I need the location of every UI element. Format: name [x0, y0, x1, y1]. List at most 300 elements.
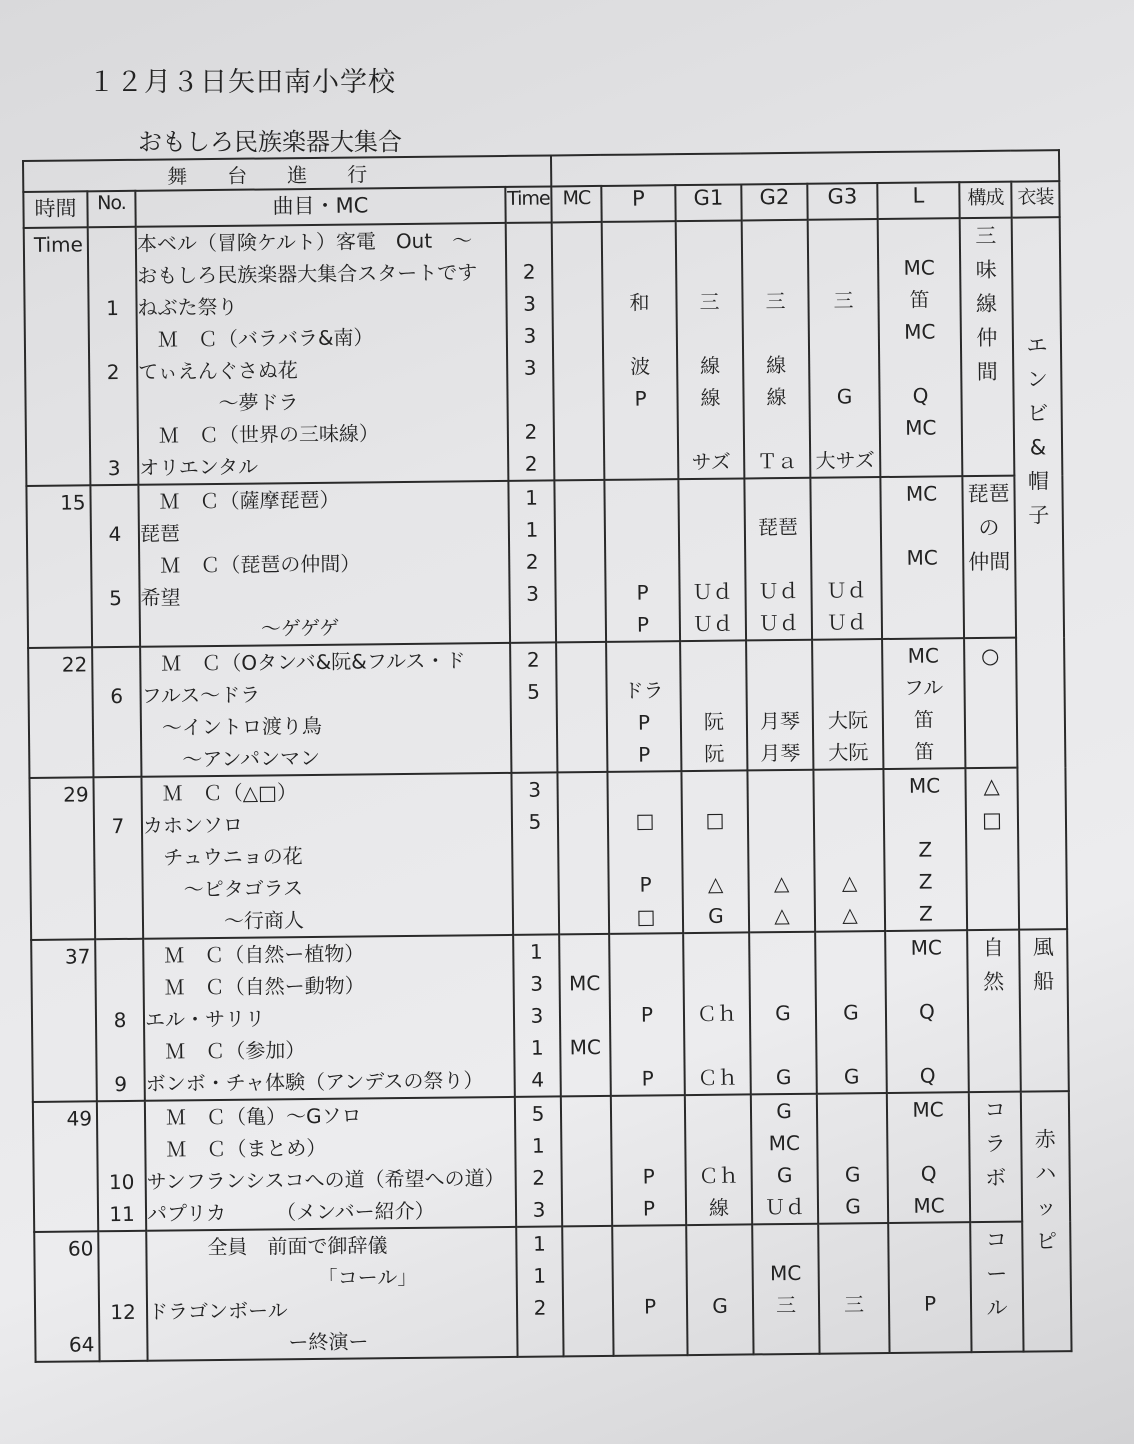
g3-line: 三 [833, 288, 854, 313]
l-cell [880, 476, 964, 639]
comp-char: 味 [975, 257, 997, 283]
g1-line [680, 543, 744, 576]
song-line: フルス～ドラ [141, 682, 261, 708]
p-cell [604, 479, 680, 642]
schedule-section [29, 767, 1067, 940]
mc-line [560, 935, 608, 968]
time-line [30, 744, 92, 777]
no-line [100, 1264, 146, 1296]
costume-char: エ [1026, 333, 1048, 358]
no-line [98, 1102, 144, 1134]
costume-char: ピ [1035, 1229, 1058, 1254]
p-cell [612, 1225, 687, 1356]
no-line [96, 906, 142, 938]
g3-line [816, 932, 884, 965]
g3-line: △ [842, 902, 858, 927]
mc-line [559, 805, 607, 838]
no-line: 7 [111, 813, 125, 839]
l-line: Q [920, 1161, 937, 1186]
p-line: P [642, 1164, 655, 1189]
g2-line [747, 673, 811, 706]
no-cell [88, 227, 139, 485]
g3-cell [813, 769, 885, 932]
g2-cell [742, 220, 811, 479]
col-song: 曲目・MC [135, 187, 505, 227]
mc-line [556, 577, 604, 610]
no-line [90, 388, 136, 420]
song-line: ～行商人 [143, 908, 305, 934]
g2-cell [751, 1094, 818, 1225]
g1-line [681, 641, 745, 674]
min-line: 3 [523, 323, 537, 348]
p-line [612, 1128, 684, 1161]
col-comp: 構成 [959, 182, 1011, 219]
g1-line: 線 [700, 385, 721, 410]
l-line: P [923, 1291, 937, 1316]
p-line [605, 446, 677, 479]
song-line: Ｍ Ｃ（琵琶の仲間） [140, 551, 361, 578]
g3-line: 大阮 [828, 740, 869, 765]
p-line [603, 222, 675, 255]
costume-char: 赤 [1034, 1127, 1056, 1152]
l-line: Z [918, 901, 933, 926]
mc-line [560, 901, 608, 934]
min-line: 1 [532, 1231, 546, 1256]
g1-line [679, 479, 743, 512]
g1-cell [685, 1094, 752, 1225]
song-line: Ｍ Ｃ（世界の三味線） [138, 421, 380, 448]
song-line: Ｍ Ｃ（自然ー植物） [144, 941, 365, 968]
costume-char: 帽 [1027, 469, 1050, 494]
no-line: 8 [113, 1007, 127, 1033]
g3-line [816, 964, 884, 997]
song-line: ～アンパンマン [142, 745, 321, 772]
p-line: 和 [629, 290, 650, 315]
l-cell [888, 1222, 971, 1353]
l-line: MC [912, 1097, 944, 1122]
g1-line [686, 1127, 750, 1160]
comp-cell [969, 1092, 1022, 1223]
l-line [881, 443, 961, 476]
g2-line: △ [773, 871, 790, 896]
p-line [613, 1226, 685, 1259]
g1-line: G [712, 1293, 728, 1318]
l-line: 笛 [913, 707, 935, 732]
time-cell [33, 1101, 98, 1232]
min-line: 2 [525, 549, 539, 574]
g3-cell [818, 1223, 889, 1354]
no-line [97, 1036, 143, 1068]
song-line: Ｍ Ｃ（参加） [145, 1038, 306, 1064]
comp-char: ボ [985, 1165, 1007, 1190]
p-line: P [634, 386, 647, 411]
no-line [99, 1232, 145, 1264]
song-line: ー終演ー [148, 1329, 369, 1356]
no-line [100, 1328, 146, 1360]
no-cell [98, 1231, 147, 1361]
min-line [512, 739, 556, 771]
mc-line [554, 351, 602, 384]
g3-line [813, 672, 881, 705]
p-line [607, 642, 679, 675]
song-line: 本ベル（冒険ケルト）客電 Out ～ [136, 228, 473, 256]
g2-line: MC [769, 1260, 802, 1286]
time-line [31, 810, 93, 843]
g1-line: 阮 [704, 741, 725, 766]
p-cell [609, 933, 685, 1096]
g1-cell [676, 220, 745, 479]
mc-cell [552, 222, 605, 481]
p-cell [606, 641, 681, 772]
costume-cell [1021, 1091, 1072, 1351]
comp-cell [964, 638, 1017, 769]
costume-cell [1019, 929, 1069, 1091]
mc-line [561, 999, 609, 1032]
no-line [94, 712, 140, 744]
comp-cell [965, 768, 1019, 931]
mc-line [558, 739, 606, 772]
time-cell [28, 647, 93, 778]
schedule-table [22, 149, 1073, 1363]
song-line: チュウニョの花 [143, 844, 303, 870]
costume-char: & [1029, 435, 1047, 460]
g3-line [810, 316, 878, 349]
g1-line: 線 [708, 1195, 730, 1220]
time-cell [26, 485, 92, 648]
p-line [606, 544, 678, 577]
time-line: Time [33, 232, 84, 257]
g2-line: Ｕｄ [758, 578, 799, 604]
p-line [603, 254, 675, 287]
song-line: 「コール」 [147, 1264, 418, 1292]
l-line [890, 1255, 970, 1288]
p-line: □ [635, 808, 655, 833]
g3-line [809, 252, 877, 285]
time-line [25, 292, 87, 325]
comp-char: ○ [980, 643, 1000, 668]
g2-line [746, 543, 810, 576]
l-line [883, 605, 963, 638]
time-line [33, 972, 95, 1005]
time-line: 60 [67, 1236, 94, 1261]
song-line: 希望 [140, 585, 181, 610]
g3-line [818, 1094, 886, 1127]
l-line [882, 509, 962, 542]
mc-line [563, 1193, 611, 1226]
g3-line [809, 220, 877, 253]
col-l: L [877, 182, 959, 219]
l-line: Z [918, 837, 933, 862]
no-line [91, 420, 137, 452]
min-line: 3 [523, 355, 537, 380]
g1-line [678, 317, 742, 350]
time-line [31, 874, 93, 907]
no-line [89, 228, 135, 260]
g1-line: Ｃｈ [696, 1001, 738, 1026]
g3-line: G [843, 1000, 859, 1025]
g1-line [677, 221, 741, 254]
g3-line [814, 770, 882, 803]
song-line: ねぶた祭り [137, 294, 238, 320]
time-line [36, 1296, 98, 1329]
mc-cell [554, 480, 606, 643]
no-line [97, 972, 143, 1004]
no-line [95, 842, 141, 874]
min-line: 5 [531, 1101, 545, 1126]
l-line: MC [910, 935, 943, 960]
time-line [28, 582, 90, 615]
min-line: 2 [532, 1165, 546, 1190]
g2-line: △ [774, 903, 790, 928]
mc-line [559, 837, 607, 870]
g3-line: △ [841, 870, 858, 895]
g3-line [820, 1320, 888, 1353]
col-g3: G3 [807, 183, 877, 220]
l-line [888, 1125, 968, 1158]
no-line [92, 550, 138, 582]
p-line [609, 836, 681, 869]
time-line [28, 550, 90, 583]
g2-line [748, 771, 812, 804]
stage-heading: 舞台進行 [23, 155, 551, 192]
min-line: 2 [526, 647, 540, 672]
min-line: 2 [524, 451, 538, 476]
program-title: おもしろ民族楽器大集合 [138, 128, 402, 156]
g1-line [677, 253, 741, 286]
no-line [98, 1134, 144, 1166]
mc-line [555, 447, 603, 480]
g3-line: 三 [843, 1292, 865, 1317]
mc-line [555, 481, 603, 514]
g1-line [684, 933, 748, 966]
comp-char: △ [983, 773, 1000, 798]
l-line: MC [903, 255, 935, 280]
mc-line [557, 609, 605, 642]
costume-cell [1012, 217, 1067, 929]
p-line [610, 966, 682, 999]
min-line: 1 [529, 939, 543, 964]
comp-char: ラ [984, 1131, 1006, 1156]
comp-char: コ [984, 1097, 1006, 1122]
comp-char: 然 [983, 969, 1005, 994]
l-line [882, 573, 962, 606]
col-mc: MC [551, 186, 601, 223]
col-no: No. [87, 191, 135, 228]
schedule-section [33, 1091, 1070, 1232]
g3-line [812, 542, 880, 575]
schedule-section [31, 929, 1069, 1102]
song-line: ボンボ・チャ体験（アンデスの祭り） [145, 1068, 484, 1096]
min-line: 1 [533, 1263, 547, 1288]
costume-char: ハ [1035, 1161, 1057, 1186]
time-line [31, 842, 93, 875]
g3-line [818, 1126, 886, 1159]
g1-cell [686, 1224, 753, 1355]
l-line [879, 219, 959, 252]
mc-line [559, 869, 607, 902]
g2-line [747, 641, 811, 674]
p-line [608, 772, 680, 805]
comp-char: の [978, 515, 1000, 541]
min-line: 3 [532, 1197, 546, 1222]
no-line: 5 [109, 585, 123, 611]
g3-line [811, 478, 879, 511]
no-line [91, 486, 137, 518]
l-line: MC [905, 415, 937, 440]
min-line: 3 [526, 581, 540, 606]
g2-line: Ｕｄ [764, 1194, 806, 1220]
g1-line [679, 413, 743, 446]
song-line: カホンソロ [142, 812, 244, 838]
mc-line [553, 223, 601, 256]
g3-line [815, 834, 883, 867]
g1-cell [680, 640, 747, 771]
g1-line: □ [705, 807, 725, 832]
comp-char: 琵琶 [967, 481, 1010, 507]
g1-line [685, 1029, 749, 1062]
schedule-section [28, 637, 1065, 778]
g3-line [810, 348, 878, 381]
p-line: P [639, 872, 652, 897]
song-line: Ｍ Ｃ（自然ー動物） [144, 973, 365, 1000]
min-line [512, 707, 556, 739]
costume-char: ン [1026, 367, 1048, 392]
costume-char: ビ [1027, 401, 1049, 426]
comp-char: ー [986, 1261, 1008, 1286]
g1-line [688, 1321, 752, 1354]
g2-cell [744, 478, 812, 641]
g2-line [745, 413, 809, 446]
mc-line [557, 675, 605, 708]
p-line [605, 414, 677, 447]
mc-line [553, 287, 601, 320]
no-line: 12 [110, 1299, 136, 1325]
time-line [27, 452, 89, 485]
no-line [93, 614, 139, 646]
g2-cell [749, 932, 817, 1095]
l-line [886, 963, 966, 996]
g1-cell [678, 478, 746, 641]
g3-cell [810, 477, 882, 640]
g1-line [682, 771, 746, 804]
song-cell [138, 481, 510, 647]
min-cell [506, 222, 555, 480]
g3-line: G [845, 1194, 861, 1219]
schedule-section [34, 1221, 1071, 1362]
g3-line [813, 640, 881, 673]
g3-line [820, 1256, 888, 1289]
l-cell [883, 768, 967, 931]
song-cell [141, 773, 513, 939]
song-cell [146, 1227, 517, 1361]
comp-cell [962, 476, 1016, 639]
song-cell [140, 643, 511, 777]
g3-line [819, 1224, 887, 1257]
time-line: 64 [68, 1332, 95, 1357]
min-line [518, 1323, 562, 1355]
g1-line [687, 1225, 751, 1258]
min-cell [511, 772, 559, 934]
song-line: エル・サリリ [144, 1006, 266, 1032]
g1-cell [681, 770, 749, 933]
g2-line: MC [768, 1130, 801, 1156]
g2-line: 月琴 [760, 740, 801, 766]
l-line: 笛 [909, 287, 930, 312]
g1-line: サズ [691, 449, 731, 475]
g1-line [688, 1257, 752, 1290]
g2-line [745, 479, 809, 512]
song-line: ～イントロ渡り鳥 [141, 713, 323, 740]
song-line: Ｍ Ｃ（薩摩琵琶） [139, 487, 340, 514]
g1-line [683, 835, 747, 868]
min-line: 3 [528, 777, 542, 802]
time-line [26, 356, 88, 389]
song-line: Ｍ Ｃ（バラバラ&南） [137, 325, 374, 352]
mc-line [564, 1259, 612, 1292]
g2-line [754, 1321, 818, 1354]
schedule-section [26, 475, 1064, 648]
no-line: 10 [108, 1169, 135, 1195]
g1-line: 線 [700, 353, 721, 378]
l-line: MC [907, 643, 939, 668]
time-line [34, 1134, 96, 1167]
mc-line [556, 545, 604, 578]
time-line: 29 [63, 782, 89, 807]
col-g1: G1 [675, 184, 741, 221]
min-line [513, 837, 557, 869]
g1-line [681, 673, 745, 706]
time-line [27, 420, 89, 453]
time-cell [31, 939, 97, 1102]
p-line [612, 1096, 684, 1129]
min-line: 3 [523, 291, 537, 316]
col-min: Time [505, 186, 551, 222]
g3-line: 大サズ [815, 448, 875, 473]
g3-cell [812, 639, 883, 770]
time-line [29, 614, 91, 647]
mc-line: MC [569, 1034, 602, 1060]
costume-char: 子 [1028, 503, 1050, 528]
time-line [30, 712, 92, 745]
costume-char: ッ [1035, 1195, 1057, 1220]
p-line: 波 [630, 354, 651, 379]
min-line [508, 383, 552, 415]
no-line [94, 778, 140, 810]
comp-char: 線 [975, 291, 998, 317]
song-line: Ｍ Ｃ（亀）～Gソロ [145, 1103, 362, 1130]
mc-line [553, 255, 601, 288]
p-line: P [636, 612, 650, 637]
min-line [514, 901, 558, 933]
l-line: MC [905, 481, 938, 506]
time-line [35, 1166, 97, 1199]
g3-cell [817, 1093, 888, 1224]
min-line: 3 [530, 971, 544, 996]
g1-line: Ｃｈ [697, 1065, 738, 1090]
p-line: P [636, 580, 649, 605]
min-line: 1 [531, 1133, 545, 1158]
min-line: 3 [530, 1003, 544, 1028]
song-cell [143, 935, 515, 1101]
song-line: ～ピタゴラス [143, 876, 304, 902]
mc-line [562, 1129, 610, 1162]
min-line [513, 869, 557, 901]
g1-line: Ｃｈ [698, 1163, 739, 1188]
l-line: MC [906, 545, 938, 570]
song-line: Ｍ Ｃ（△□） [142, 780, 298, 806]
mc-line [563, 1161, 611, 1194]
l-cell [878, 218, 963, 477]
